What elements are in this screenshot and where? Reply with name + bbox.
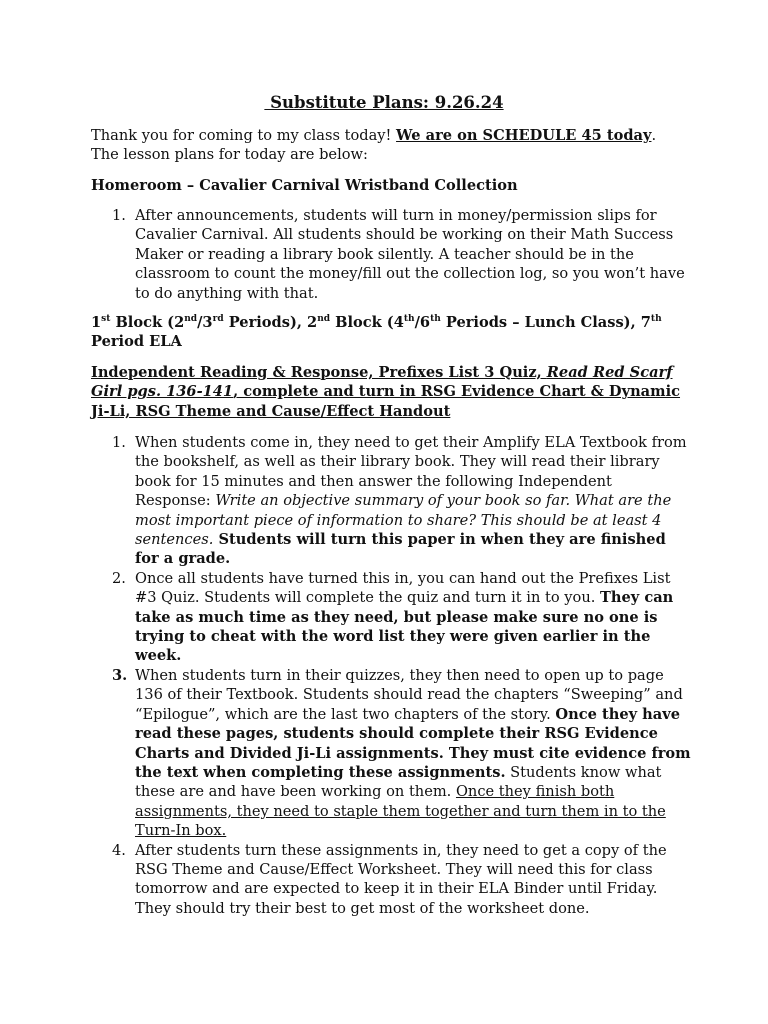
block-heading-part: Block (4 [330, 314, 404, 331]
block-heading-part: Periods), 2 [223, 314, 318, 331]
block-heading-sup: th [430, 314, 441, 325]
step-note: They can take as much time as they need, but please make sure no one is trying to cheat with the word list they were given earlier in the week. [135, 589, 674, 665]
list-text: After announcements, students will turn in money/permission slips for Cavalier Carnival. All students should be working on their Math Success Maker or reading a library book silently. A teacher should be in the classroom to count the money/fill out the collection log, so you won’t have to do anything with that. [135, 207, 685, 302]
list-number: 1. [112, 207, 126, 224]
assignment-text: , complete and turn in RSG Evidence Chart & Dynamic Ji-Li, RSG Theme and Cause/Effect Handout [91, 383, 681, 420]
assignment-heading [91, 363, 691, 421]
block-heading-sup: st [101, 314, 111, 325]
list-item [91, 569, 691, 666]
steps-list [91, 433, 691, 918]
assignment-text: Independent Reading & Response, Prefixes List 3 Quiz, [91, 364, 547, 381]
list-item [91, 206, 691, 303]
list-number: 4. [112, 841, 126, 859]
intro-text-line2: The lesson plans for today are below: [91, 146, 368, 164]
block-heading [91, 313, 691, 352]
step-prompt: Write an objective summary of your book so far. What are the most important piece of information to share? This should be at least 4 sentences. [135, 492, 672, 549]
block-heading-sup: nd [317, 314, 331, 325]
schedule-notice: We are on SCHEDULE 45 today [396, 127, 652, 144]
assignment-reading: Read Red Scarf Girl pgs. 136-141 [91, 364, 673, 401]
step-instruction: Once they finish both assignments, they need to staple them together and turn them in to the Turn-In box. [135, 783, 666, 840]
step-note: Once they have read these pages, students should complete their RSG Evidence Charts and Divided Ji-Li assignments. They must cite evidence from the text when completing these assignments. [135, 705, 691, 781]
block-heading-sup: nd [184, 314, 198, 325]
block-heading-part: Block (2 [110, 314, 185, 331]
step-text: Students know what these are and have been working on them. [135, 763, 662, 801]
block-heading-part: Periods – Lunch Class), 7 [440, 314, 651, 331]
list-number: 2. [112, 569, 126, 587]
block-heading-sup: th [403, 314, 415, 325]
page-title: Substitute Plans: 9.26.24 [264, 93, 504, 112]
step-text: After students turn these assignments in, they need to get a copy of the RSG Theme and Cause/Effect Worksheet. They will need this for class tomorrow and are expected to keep it in their ELA Binder until Friday. They should try their best to get most of the worksheet done. [135, 841, 667, 917]
list-item [91, 666, 691, 841]
block-heading-sup: th [650, 314, 662, 325]
list-item [91, 841, 691, 919]
block-heading-sup: rd [212, 314, 224, 325]
homeroom-heading: Homeroom – Cavalier Carnival Wristband Collection [91, 177, 518, 194]
step-note: Students will turn this paper in when they are finished for a grade. [135, 531, 666, 568]
list-number: 3. [112, 666, 128, 684]
list-item [91, 433, 691, 569]
block-heading-part: 1 [91, 314, 102, 331]
intro-text: Thank you for coming to my class today! [91, 127, 397, 144]
intro-paragraph [91, 126, 691, 165]
intro-period: . [651, 127, 657, 144]
step-text: When students turn in their quizzes, they then need to open up to page 136 of their Textbook. Students should read the chapters “Sweeping” and “Epilogue”, which are the last two chapters of the story. [135, 666, 683, 723]
block-heading-part: /3 [197, 314, 213, 331]
step-text: Once all students have turned this in, you can hand out the Prefixes List #3 Quiz. Students will complete the quiz and turn it in to you. [135, 569, 671, 607]
homeroom-list [91, 206, 691, 303]
block-heading-part: Period ELA [91, 333, 182, 351]
step-text: When students come in, they need to get their Amplify ELA Textbook from the bookshelf, as well as their library book. They will read their library book for 15 minutes and then answer the following Independent Response: [135, 434, 687, 510]
block-heading-part: /6 [414, 314, 431, 331]
list-number: 1. [112, 434, 126, 451]
